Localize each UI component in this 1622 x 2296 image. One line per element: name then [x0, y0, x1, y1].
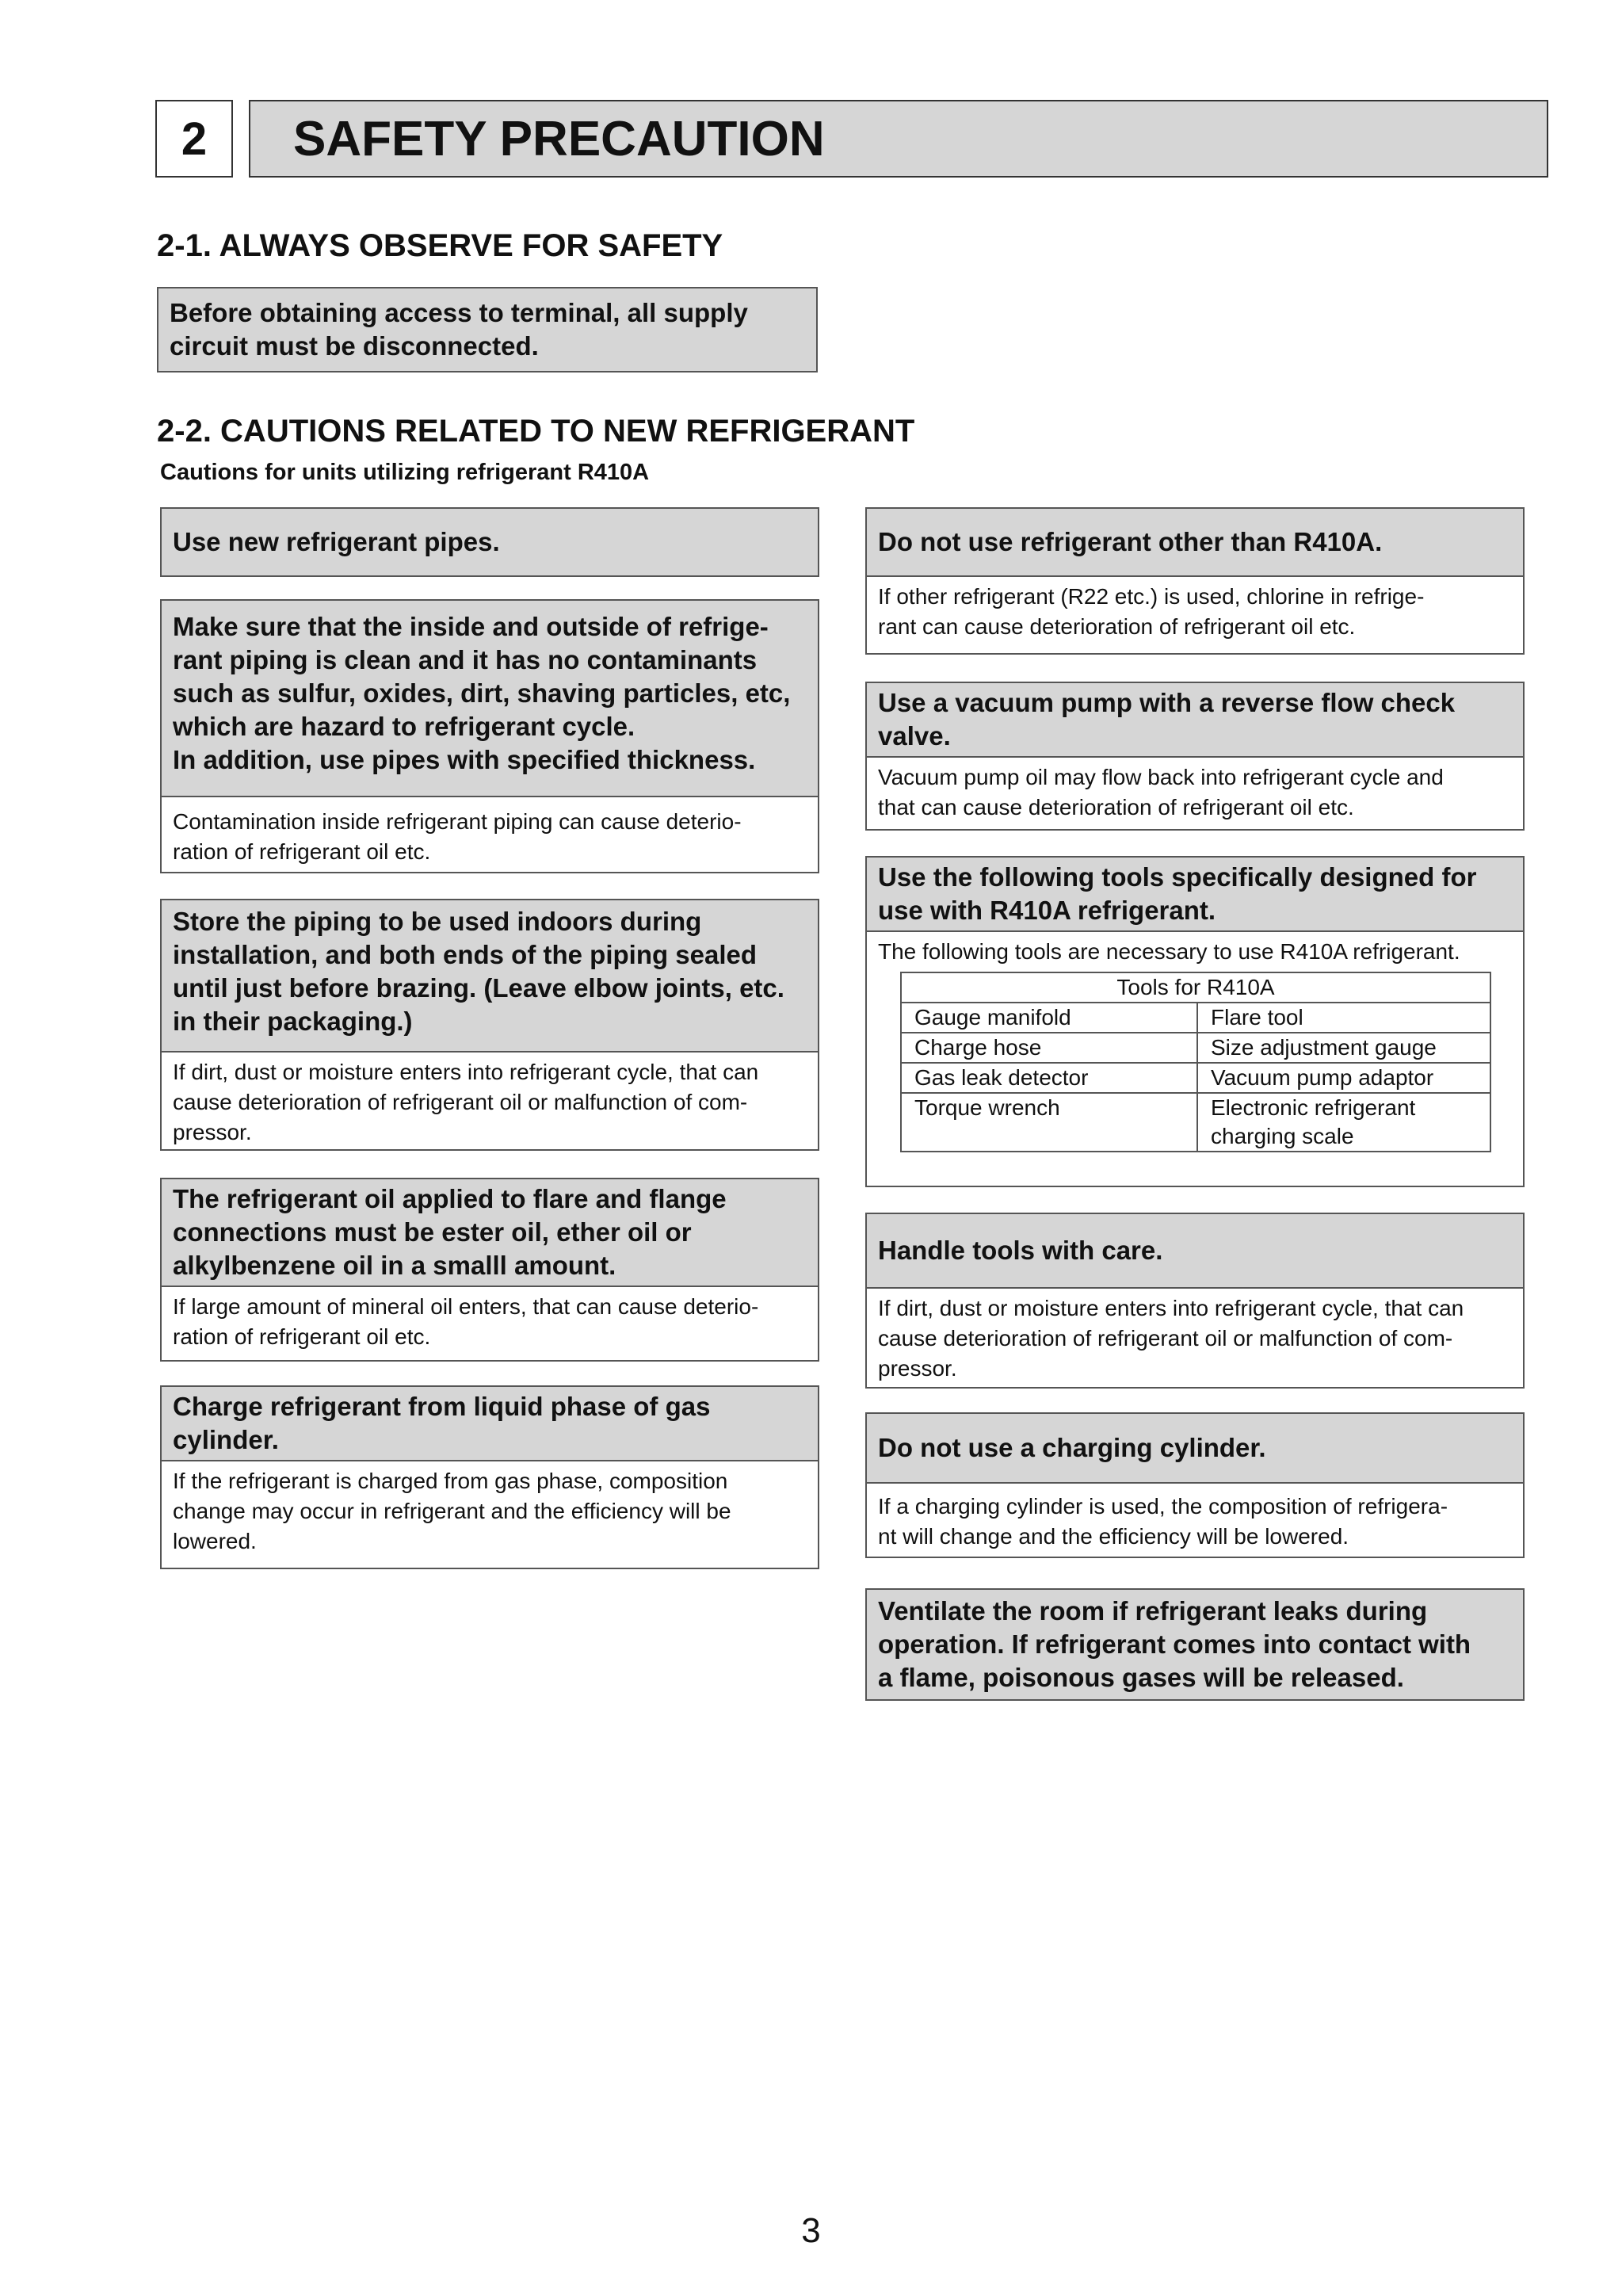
caution-heading: Make sure that the inside and outside of refrige- rant piping is clean and it has no contaminants such as sulfur, oxides, dirt, shaving particles, etc, which are hazard to refrigerant cycle. In addition, use pipes with specified thickness. [162, 601, 818, 797]
safety-notice-box [157, 287, 818, 372]
tools-table-caption: Tools for R410A [901, 972, 1490, 1003]
caution-heading: Store the piping to be used indoors during installation, and both ends of the piping sealed until just before brazing. (Leave elbow joints, etc. in their packaging.) [162, 900, 818, 1052]
chapter-number: 2 [155, 100, 233, 178]
table-row [901, 1093, 1490, 1152]
caution-explanation: If the refrigerant is charged from gas phase, composition change may occur in refrigerant and the efficiency will be lowered. [173, 1469, 731, 1553]
caution-heading: Do not use refrigerant other than R410A. [867, 509, 1523, 577]
caution-box [865, 1412, 1525, 1558]
safety-notice-text [158, 288, 816, 371]
chapter-title: SAFETY PRECAUTION [249, 100, 1548, 178]
caution-box [160, 1178, 819, 1362]
caution-explanation: If dirt, dust or moisture enters into refrigerant cycle, that can cause deterioration of refrigerant oil or malfunction of com- pressor. [878, 1296, 1464, 1381]
caution-explanation: Contamination inside refrigerant piping can cause deterio- ration of refrigerant oil etc. [173, 809, 742, 864]
caution-heading: Charge refrigerant from liquid phase of gas cylinder. [162, 1387, 818, 1461]
caution-heading: Ventilate the room if refrigerant leaks during operation. If refrigerant comes into contact with a flame, poisonous gases will be released. [867, 1590, 1523, 1699]
table-cell: Size adjustment gauge [1197, 1033, 1490, 1063]
caution-box [160, 599, 819, 873]
caution-heading: Handle tools with care. [867, 1214, 1523, 1289]
caution-explanation: If large amount of mineral oil enters, that can cause deterio- ration of refrigerant oil etc. [173, 1294, 759, 1349]
table-cell: Gauge manifold [901, 1003, 1197, 1033]
caution-box [865, 682, 1525, 831]
table-cell: Torque wrench [901, 1093, 1197, 1152]
table-row [901, 1003, 1490, 1033]
table-cell: Gas leak detector [901, 1063, 1197, 1093]
caution-box [865, 856, 1525, 1187]
caution-box [160, 899, 819, 1151]
caution-explanation: The following tools are necessary to use R410A refrigerant. [878, 939, 1460, 964]
table-row [901, 1063, 1490, 1093]
caution-heading: Use the following tools specifically designed for use with R410A refrigerant. [867, 858, 1523, 932]
caution-explanation: Vacuum pump oil may flow back into refrigerant cycle and that can cause deterioration of refrigerant oil etc. [878, 765, 1444, 819]
section-2-heading: 2-2. CAUTIONS RELATED TO NEW REFRIGERANT [157, 414, 915, 449]
table-row [901, 1033, 1490, 1063]
caution-box [160, 1385, 819, 1569]
table-cell: Electronic refrigerant charging scale [1197, 1093, 1490, 1152]
caution-box [160, 507, 819, 577]
caution-explanation: If dirt, dust or moisture enters into refrigerant cycle, that can cause deterioration of refrigerant oil or malfunction of com- pressor. [173, 1060, 759, 1144]
notice-line: Before obtaining access to terminal, all supply [170, 298, 748, 327]
page-number: 3 [801, 2211, 821, 2250]
caution-box [865, 507, 1525, 655]
tools-table [900, 972, 1491, 1152]
section-1-heading: 2-1. ALWAYS OBSERVE FOR SAFETY [157, 228, 723, 263]
caution-explanation: If a charging cylinder is used, the composition of refrigera- nt will change and the efficiency will be lowered. [878, 1494, 1448, 1549]
table-cell: Charge hose [901, 1033, 1197, 1063]
caution-heading: Do not use a charging cylinder. [867, 1414, 1523, 1484]
notice-line: circuit must be disconnected. [170, 331, 539, 361]
caution-heading: The refrigerant oil applied to flare and flange connections must be ester oil, ether oil or alkylbenzene oil in a smalll amount. [162, 1179, 818, 1287]
caution-box [865, 1213, 1525, 1389]
caution-heading: Use a vacuum pump with a reverse flow check valve. [867, 683, 1523, 758]
table-cell: Flare tool [1197, 1003, 1490, 1033]
section-2-subheading: Cautions for units utilizing refrigerant R410A [160, 460, 650, 485]
caution-explanation: If other refrigerant (R22 etc.) is used, chlorine in refrige- rant can cause deterioration of refrigerant oil etc. [878, 584, 1425, 639]
caution-box [865, 1588, 1525, 1701]
caution-heading: Use new refrigerant pipes. [162, 509, 818, 575]
table-cell: Vacuum pump adaptor [1197, 1063, 1490, 1093]
